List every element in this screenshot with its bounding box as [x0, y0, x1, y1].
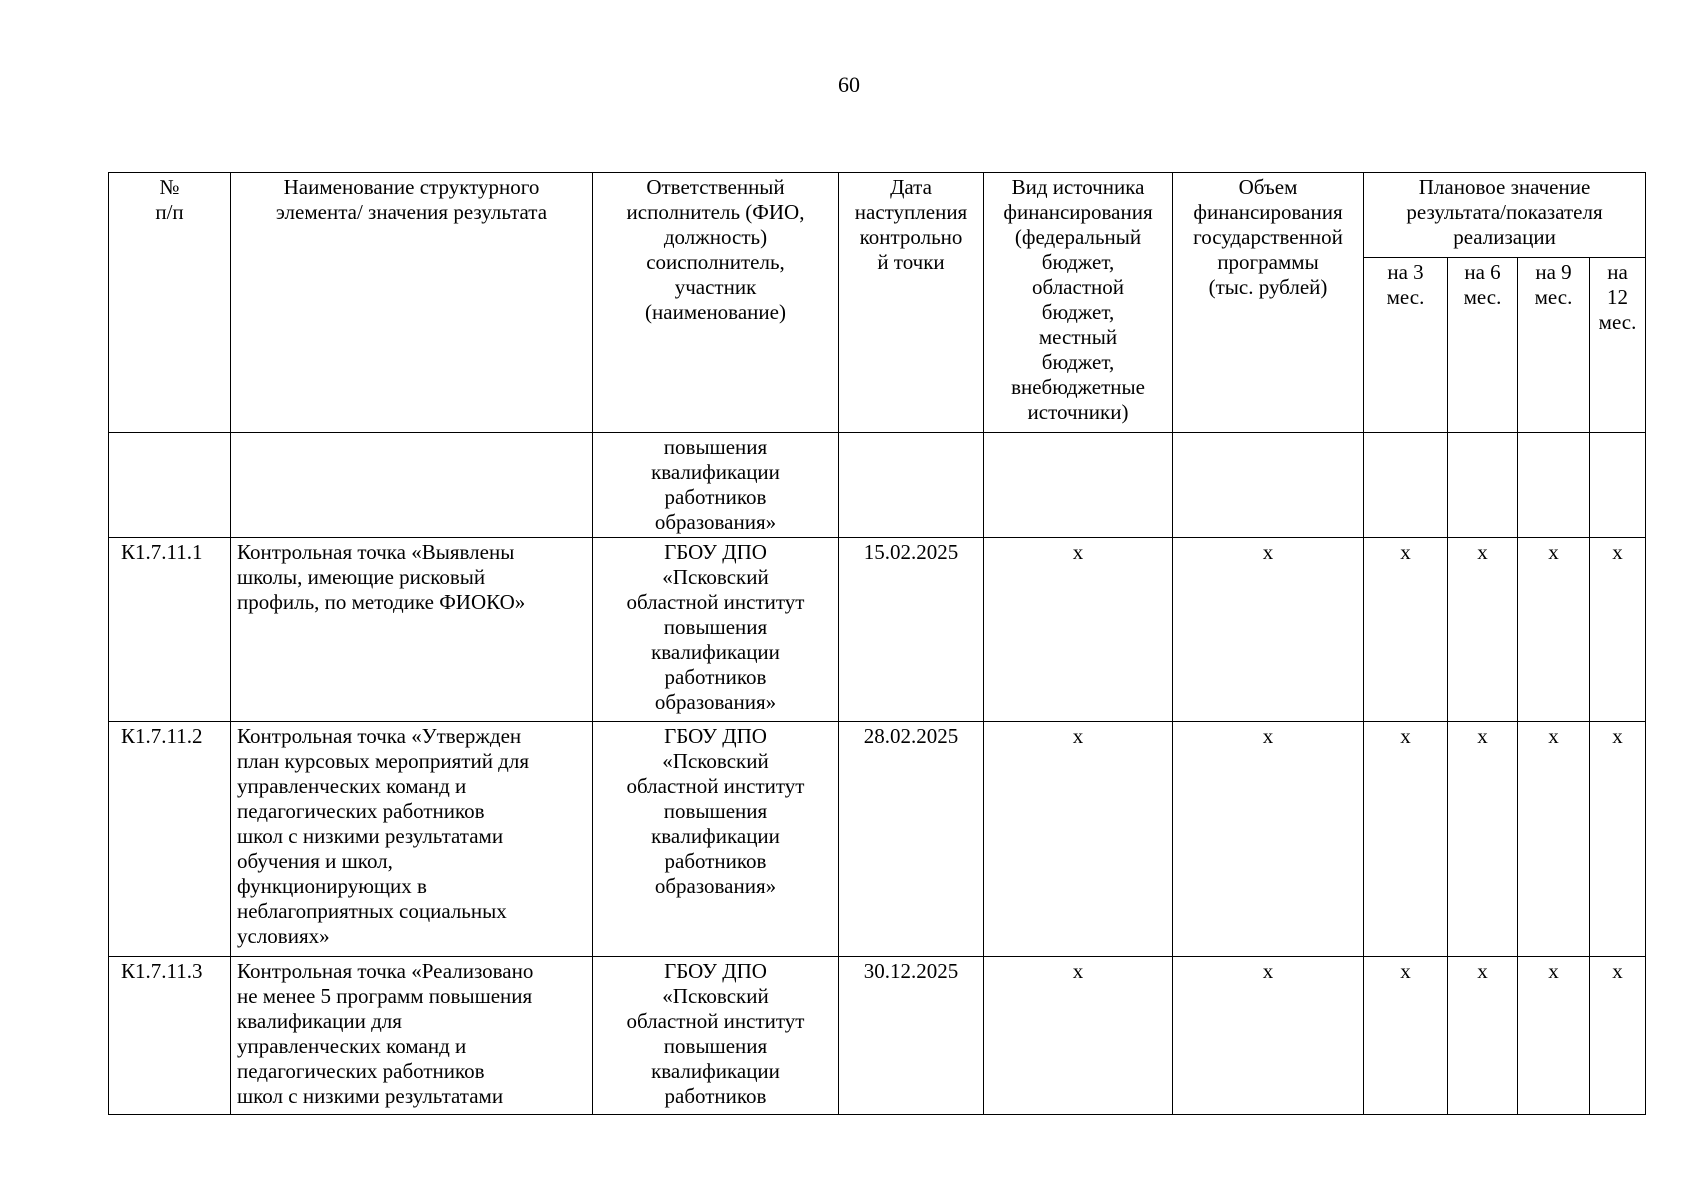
- table-row: [109, 957, 1646, 1115]
- cell-3-months: х: [1364, 538, 1448, 722]
- cell-responsible: ГБОУ ДПО «Псковский областной институт повышения квалификации работников образования»: [593, 722, 839, 957]
- table-header: [109, 173, 1646, 433]
- header-name: Наименование структурного элемента/ значения результата: [231, 173, 593, 433]
- cell-9-months: [1518, 433, 1590, 538]
- header-date: Дата наступления контрольно й точки: [839, 173, 984, 433]
- header-responsible: Ответственный исполнитель (ФИО, должность) соисполнитель, участник (наименование): [593, 173, 839, 433]
- header-planned: Плановое значение результата/показателя реализации: [1364, 173, 1646, 258]
- cell-12-months: х: [1590, 957, 1646, 1115]
- cell-volume: [1173, 433, 1364, 538]
- cell-date: 15.02.2025: [839, 538, 984, 722]
- cell-volume: х: [1173, 538, 1364, 722]
- cell-3-months: х: [1364, 957, 1448, 1115]
- header-9-months: на 9 мес.: [1518, 258, 1590, 433]
- cell-source: х: [984, 722, 1173, 957]
- cell-source: [984, 433, 1173, 538]
- cell-3-months: х: [1364, 722, 1448, 957]
- cell-num: К1.7.11.2: [109, 722, 231, 957]
- header-volume: Объем финансирования государственной программы (тыс. рублей): [1173, 173, 1364, 433]
- cell-name: Контрольная точка «Утвержден план курсовых мероприятий для управленческих команд и педагогических работников школ с низкими результатами обучения и школ, функционирующих в неблагоприятных социальных условиях»: [231, 722, 593, 957]
- cell-6-months: х: [1448, 722, 1518, 957]
- cell-responsible: повышения квалификации работников образования»: [593, 433, 839, 538]
- cell-name: Контрольная точка «Реализовано не менее 5 программ повышения квалификации для управленческих команд и педагогических работников школ с низкими результатами: [231, 957, 593, 1115]
- cell-name: Контрольная точка «Выявлены школы, имеющие рисковый профиль, по методике ФИОКО»: [231, 538, 593, 722]
- cell-12-months: х: [1590, 722, 1646, 957]
- cell-6-months: х: [1448, 538, 1518, 722]
- cell-volume: х: [1173, 957, 1364, 1115]
- header-3-months: на 3 мес.: [1364, 258, 1448, 433]
- header-source: Вид источника финансирования (федеральный бюджет, областной бюджет, местный бюджет, внебюджетные источники): [984, 173, 1173, 433]
- plan-table: [108, 172, 1646, 1115]
- cell-name: [231, 433, 593, 538]
- header-6-months: на 6 мес.: [1448, 258, 1518, 433]
- cell-num: К1.7.11.3: [109, 957, 231, 1115]
- table-row: [109, 722, 1646, 957]
- cell-12-months: [1590, 433, 1646, 538]
- cell-6-months: [1448, 433, 1518, 538]
- cell-12-months: х: [1590, 538, 1646, 722]
- cell-num: [109, 433, 231, 538]
- cell-responsible: ГБОУ ДПО «Псковский областной институт повышения квалификации работников: [593, 957, 839, 1115]
- table-row: [109, 538, 1646, 722]
- cell-source: х: [984, 538, 1173, 722]
- cell-date: 28.02.2025: [839, 722, 984, 957]
- header-12-months: на 12 мес.: [1590, 258, 1646, 433]
- cell-6-months: х: [1448, 957, 1518, 1115]
- header-num: № п/п: [109, 173, 231, 433]
- cell-9-months: х: [1518, 722, 1590, 957]
- cell-volume: х: [1173, 722, 1364, 957]
- cell-date: [839, 433, 984, 538]
- cell-3-months: [1364, 433, 1448, 538]
- table-row-continuation: [109, 433, 1646, 538]
- cell-source: х: [984, 957, 1173, 1115]
- cell-9-months: х: [1518, 538, 1590, 722]
- cell-num: К1.7.11.1: [109, 538, 231, 722]
- cell-responsible: ГБОУ ДПО «Псковский областной институт повышения квалификации работников образования»: [593, 538, 839, 722]
- cell-9-months: х: [1518, 957, 1590, 1115]
- cell-date: 30.12.2025: [839, 957, 984, 1115]
- page-number: 60: [838, 72, 860, 97]
